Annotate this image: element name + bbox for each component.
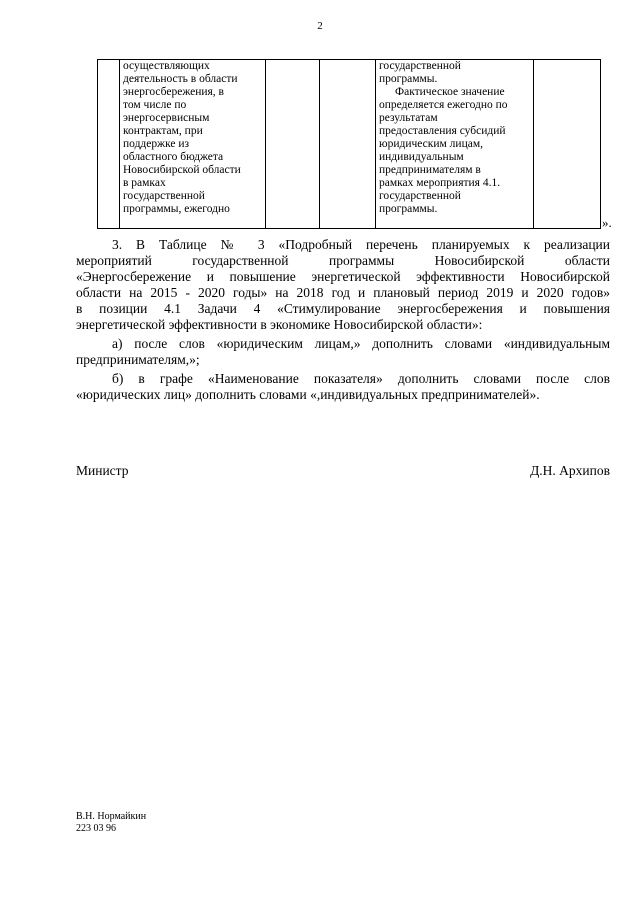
cell-line: в рамках — [123, 177, 166, 189]
cell-line: государственной — [379, 190, 461, 202]
executor-name: В.Н. Нормайкин — [76, 811, 147, 822]
table-cell-1 — [98, 60, 120, 229]
table-closing-quote: ». — [602, 215, 612, 230]
paragraph-item-b — [76, 371, 610, 403]
cell-line: программы. — [379, 203, 438, 215]
table-cell-3 — [266, 60, 320, 229]
text-line: предпринимателям,»; — [76, 352, 200, 367]
continuation-table — [97, 59, 601, 229]
footer-executor — [76, 811, 146, 835]
signature-block — [76, 463, 610, 479]
cell-line: контрактам, при — [123, 125, 203, 137]
cell-line: Новосибирской области — [123, 164, 241, 176]
text-line: б) в графе «Наименование показателя» дополнить словами после слов — [112, 371, 610, 386]
text-line: в позиции 4.1 Задачи 4 «Стимулирование энергосбережения и повышения — [76, 301, 610, 316]
table-cell-4 — [320, 60, 376, 229]
executor-phone: 223 03 96 — [76, 823, 116, 834]
signatory-name: Д.Н. Архипов — [530, 463, 610, 478]
cell-line: государственной — [123, 190, 205, 202]
cell-line: индивидуальным — [379, 151, 464, 163]
cell-line: результатам — [379, 112, 438, 124]
signatory-position: Министр — [76, 463, 129, 478]
text-line: а) после слов «юридическим лицам,» дополнить словами «индивидуальным — [112, 336, 610, 351]
page-number: 2 — [317, 20, 323, 32]
cell-line: энергосбережения, в — [123, 86, 224, 98]
cell-line: программы, ежегодно — [123, 203, 230, 215]
cell-line: предоставления субсидий — [379, 125, 506, 137]
cell-line: осуществляющих — [123, 60, 210, 72]
cell-line: определяется ежегодно по — [379, 99, 508, 111]
text-line: мероприятий государственной программы Новосибирской области — [76, 253, 610, 268]
cell-line: рамках мероприятия 4.1. — [379, 177, 501, 189]
table-cell-6 — [534, 60, 601, 229]
paragraph-item-3 — [76, 237, 610, 333]
text-line: области на 2015 - 2020 годы» на 2018 год и плановый период 2019 и 2020 годов» — [76, 285, 610, 300]
text-line: энергетической эффективности в экономике Новосибирской области»: — [76, 317, 483, 332]
text-line: «Энергосбережение и повышение энергетической эффективности Новосибирской — [76, 269, 610, 284]
cell-line: государственной — [379, 60, 461, 72]
cell-line: областного бюджета — [123, 151, 224, 163]
cell-line: том числе по — [123, 99, 187, 111]
cell-line: деятельность в области — [123, 73, 238, 85]
cell-line: программы. — [379, 73, 438, 85]
cell-line: энергосервисным — [123, 112, 210, 124]
text-line: 3. В Таблице № 3 «Подробный перечень планируемых к реализации — [112, 237, 610, 252]
cell-line: Фактическое значение — [395, 86, 505, 98]
cell-line: поддержке из — [123, 138, 190, 150]
text-line: «юридических лиц» дополнить словами «,индивидуальных предпринимателей». — [76, 387, 540, 402]
table-row — [98, 60, 601, 229]
table-cell-indicator-name — [120, 60, 266, 229]
table-cell-method — [376, 60, 534, 229]
paragraph-item-a — [76, 336, 610, 368]
amendment-text — [76, 237, 610, 406]
cell-line: предпринимателям в — [379, 164, 481, 176]
cell-line: юридическим лицам, — [379, 138, 483, 150]
